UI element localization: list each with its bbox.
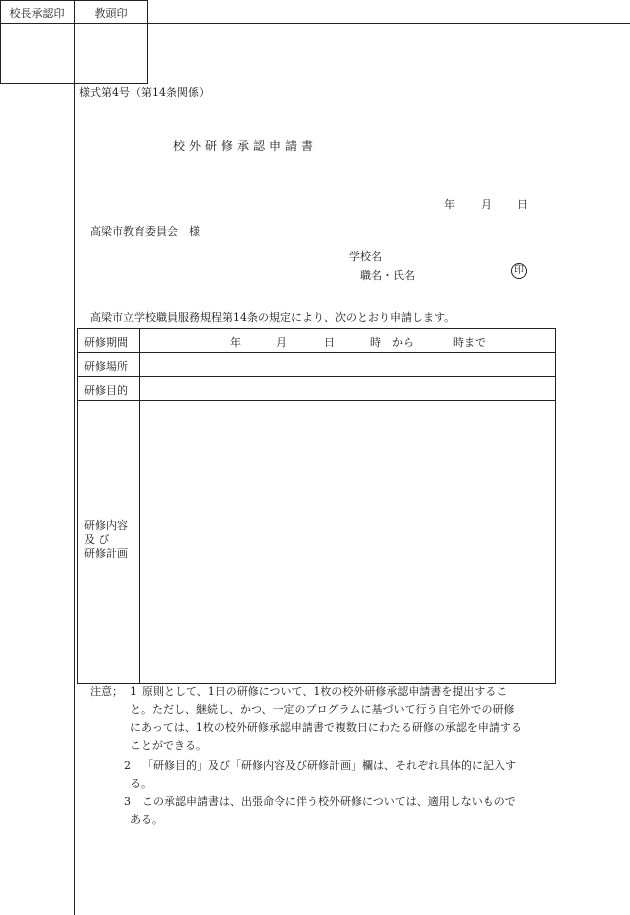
content-label-line: 研修内容 <box>84 519 128 532</box>
principal-approval-label: 校長承認印 <box>9 7 65 20</box>
date-day: 日 <box>517 198 528 211</box>
seal-mark: 印 <box>511 263 527 279</box>
school-name-label: 学校名 <box>349 250 382 263</box>
note-2-line: 「研修目的」及び「研修内容及び研修計画」欄は、それぞれ具体的に記入す <box>142 759 516 772</box>
period-label: 研修期間 <box>84 336 128 349</box>
note-3-line: ある。 <box>130 813 163 826</box>
content-label-line: 研修計画 <box>84 547 128 560</box>
period-from: から <box>392 336 414 349</box>
period-day: 日 <box>324 336 335 349</box>
approval-stamp-box <box>0 0 148 84</box>
intro-text: 高梁市立学校職員服務規程第14条の規定により、次のとおり申請します。 <box>90 311 456 324</box>
form-title: 校外研修承認申請書 <box>173 139 318 153</box>
form-number: 様式第4号（第14条関係） <box>79 86 210 99</box>
period-until: 時まで <box>453 336 486 349</box>
period-month: 月 <box>276 336 287 349</box>
period-hour: 時 <box>370 336 381 349</box>
note-2-number: 2 <box>124 759 131 772</box>
note-3-line: この承認申請書は、出張命令に伴う校外研修については、適用しないもので <box>142 795 516 808</box>
date-month: 月 <box>481 198 492 211</box>
note-1-number: 1 <box>130 685 137 698</box>
period-year: 年 <box>230 336 241 349</box>
note-3-number: 3 <box>124 795 131 808</box>
note-1-line: 原則として、1日の研修について、1枚の校外研修承認申請書を提出するこ <box>142 685 508 698</box>
purpose-label: 研修目的 <box>84 384 128 397</box>
place-label: 研修場所 <box>84 360 128 373</box>
content-plan-label <box>84 519 128 561</box>
note-1-line: ことができる。 <box>130 739 207 752</box>
note-2-line: る。 <box>130 777 152 790</box>
addressee: 高梁市教育委員会 様 <box>90 225 200 238</box>
position-name-label: 職名・氏名 <box>360 269 415 282</box>
notes-label: 注意； <box>90 685 123 698</box>
note-1-line: にあっては、1枚の校外研修承認申請書で複数日にわたる研修の承認を申請する <box>130 721 522 734</box>
head-teacher-label: 教頭印 <box>94 7 128 20</box>
content-label-line: 及 び <box>84 533 110 546</box>
application-table <box>77 328 556 684</box>
note-1-line: と。ただし、継続し、かつ、一定のプログラムに基づいて行う自宅外での研修 <box>130 703 515 716</box>
date-year: 年 <box>444 198 455 211</box>
